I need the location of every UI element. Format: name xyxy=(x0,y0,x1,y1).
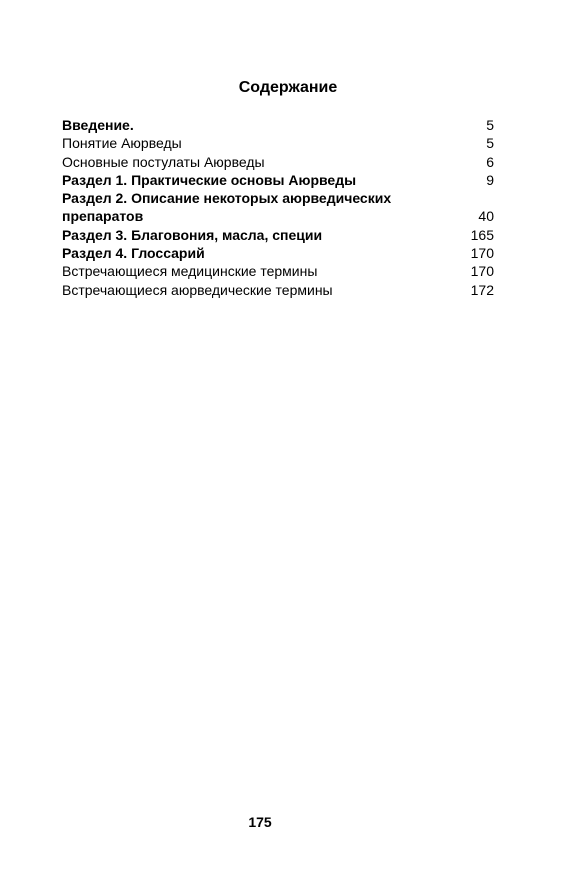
toc-entry-section-4 xyxy=(62,244,494,262)
toc-entry-page: 172 xyxy=(470,281,494,298)
toc-entry-label: Раздел 1. Практические основы Аюрведы xyxy=(62,171,357,188)
toc-entry-section-3 xyxy=(62,226,494,244)
toc-entry-page: 165 xyxy=(470,226,494,243)
toc-entry-label: Понятие Аюрведы xyxy=(62,135,182,152)
table-of-contents xyxy=(62,116,494,299)
toc-entry-label: Раздел 4. Глоссарий xyxy=(62,245,205,262)
toc-entry-label: Раздел 3. Благовония, масла, специи xyxy=(62,226,323,243)
page-number: 175 xyxy=(248,814,272,830)
toc-entry-ayurvedic-terms xyxy=(62,281,494,299)
toc-entry-page: 5 xyxy=(486,117,494,133)
toc-entry-label: Введение. xyxy=(62,117,134,133)
toc-entry-label: Раздел 2. Описание некоторых аюрведических препаратов xyxy=(62,190,392,225)
toc-entry-label: Встречающиеся медицинские термины xyxy=(62,263,318,280)
toc-entry-section-1 xyxy=(62,171,494,189)
toc-entry-page: 170 xyxy=(470,263,494,280)
toc-entry-ayurveda-postulates xyxy=(62,153,494,171)
toc-entry-section-2 xyxy=(62,189,494,226)
toc-entry-ayurveda-concept xyxy=(62,134,494,152)
toc-entry-page: 40 xyxy=(478,208,494,225)
toc-entry-label: Основные постулаты Аюрведы xyxy=(62,153,265,170)
toc-entry-page: 6 xyxy=(486,153,494,170)
toc-entry-page: 5 xyxy=(486,135,494,152)
toc-entry-label: Встречающиеся аюрведические термины xyxy=(62,281,333,298)
toc-entry-introduction xyxy=(62,116,494,134)
toc-entry-page: 9 xyxy=(486,171,494,188)
page-title: Содержание xyxy=(238,79,338,96)
toc-entry-page: 170 xyxy=(470,245,494,262)
toc-entry-medical-terms xyxy=(62,262,494,280)
